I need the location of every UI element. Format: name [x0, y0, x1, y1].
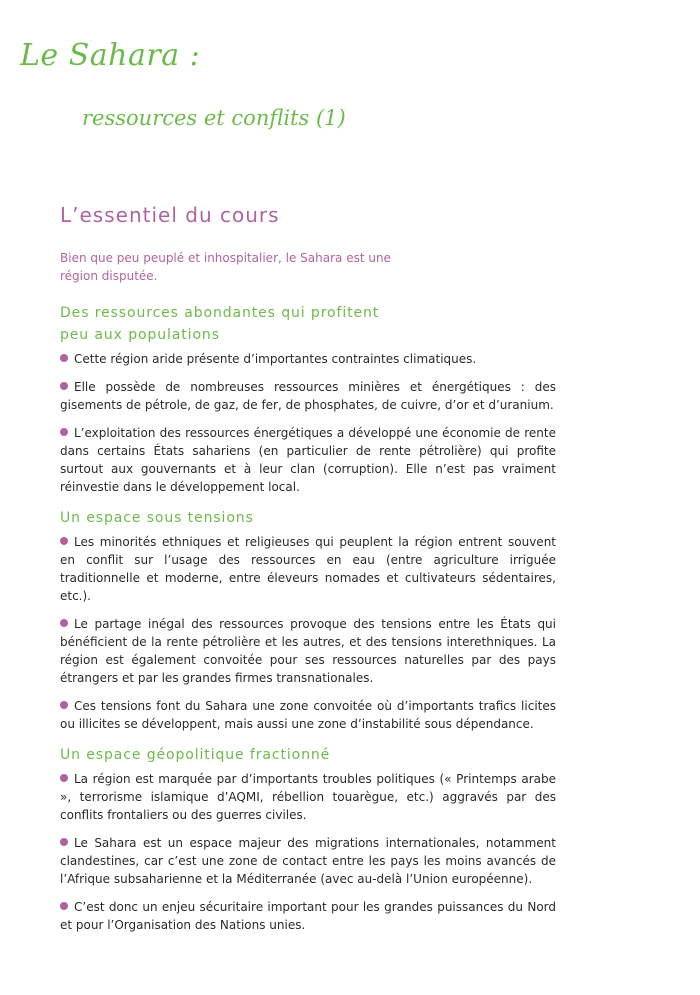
list-item: [60, 697, 556, 733]
paragraph-text: Les minorités ethniques et religieuses qui peuplent la région entrent souvent en conflit sur l’usage des ressources en eau (entre agriculture irriguée traditionnelle et moderne, entre éleveurs nomades et cultivateurs sédentaires, etc.).: [60, 535, 556, 603]
bullet-icon: [60, 382, 68, 390]
paragraph-text: La région est marquée par d’importants troubles politiques (« Printemps arabe », terrorisme islamique d’AQMI, rébellion touarègue, etc.) aggravés par des conflits frontaliers ou des guerres civiles.: [60, 772, 556, 822]
paragraph-text: Elle possède de nombreuses ressources minières et énergétiques : des gisements de pétrole, de gaz, de fer, de phosphates, de cuivre, d’or et d’uranium.: [60, 380, 556, 412]
bullet-icon: [60, 774, 68, 782]
course-summary: [60, 203, 556, 945]
page-title: Le Sahara :: [20, 38, 201, 73]
paragraph-text: C’est donc un enjeu sécuritaire important pour les grandes puissances du Nord et pour l’Organisation des Nations unies.: [60, 900, 556, 932]
section-title: Un espace géopolitique fractionné: [60, 747, 331, 763]
page-subtitle: ressources et conflits (1): [82, 106, 346, 130]
section-title: Des ressources abondantes qui profitent peu aux populations: [60, 305, 380, 343]
essentiel-heading: L’essentiel du cours: [60, 203, 280, 227]
bullet-icon: [60, 354, 68, 362]
paragraph-text: Ces tensions font du Sahara une zone convoitée où d’importants trafics licites ou illicites se développent, mais aussi une zone d’instabilité sous dépendance.: [60, 699, 556, 731]
paragraph-text: Le partage inégal des ressources provoque des tensions entre les États qui bénéficient de la rente pétrolière et les autres, et des tensions interethniques. La région est également convoitée pour ses ressources naturelles par des pays étrangers et par les grandes firmes transnationales.: [60, 617, 556, 685]
list-item: [60, 898, 556, 934]
bullet-icon: [60, 902, 68, 910]
intro-text: Bien que peu peuplé et inhospitalier, le Sahara est une région disputée.: [60, 251, 391, 283]
bullet-icon: [60, 701, 68, 709]
paragraph-text: Le Sahara est un espace majeur des migrations internationales, notamment clandestines, car c’est une zone de contact entre les pays les moins avancés de l’Afrique subsaharienne et la Méditerranée (avec au-delà l’Union européenne).: [60, 836, 556, 886]
section-geopolitics: [60, 744, 556, 934]
list-item: [60, 424, 556, 496]
section-resources: [60, 302, 556, 496]
paragraph-text: L’exploitation des ressources énergétiques a développé une économie de rente dans certains États sahariens (en particulier de rente pétrolière) qui profite surtout aux gouvernants et à leur clan (corruption). Elle n’est pas vraiment réinvestie dans le développement local.: [60, 426, 556, 494]
bullet-icon: [60, 619, 68, 627]
section-tensions: [60, 507, 556, 733]
list-item: [60, 533, 556, 605]
paragraph-text: Cette région aride présente d’importantes contraintes climatiques.: [74, 352, 477, 366]
list-item: [60, 770, 556, 824]
list-item: [60, 378, 556, 414]
section-title: Un espace sous tensions: [60, 510, 254, 526]
list-item: [60, 834, 556, 888]
list-item: [60, 350, 556, 368]
bullet-icon: [60, 838, 68, 846]
list-item: [60, 615, 556, 687]
bullet-icon: [60, 537, 68, 545]
bullet-icon: [60, 428, 68, 436]
